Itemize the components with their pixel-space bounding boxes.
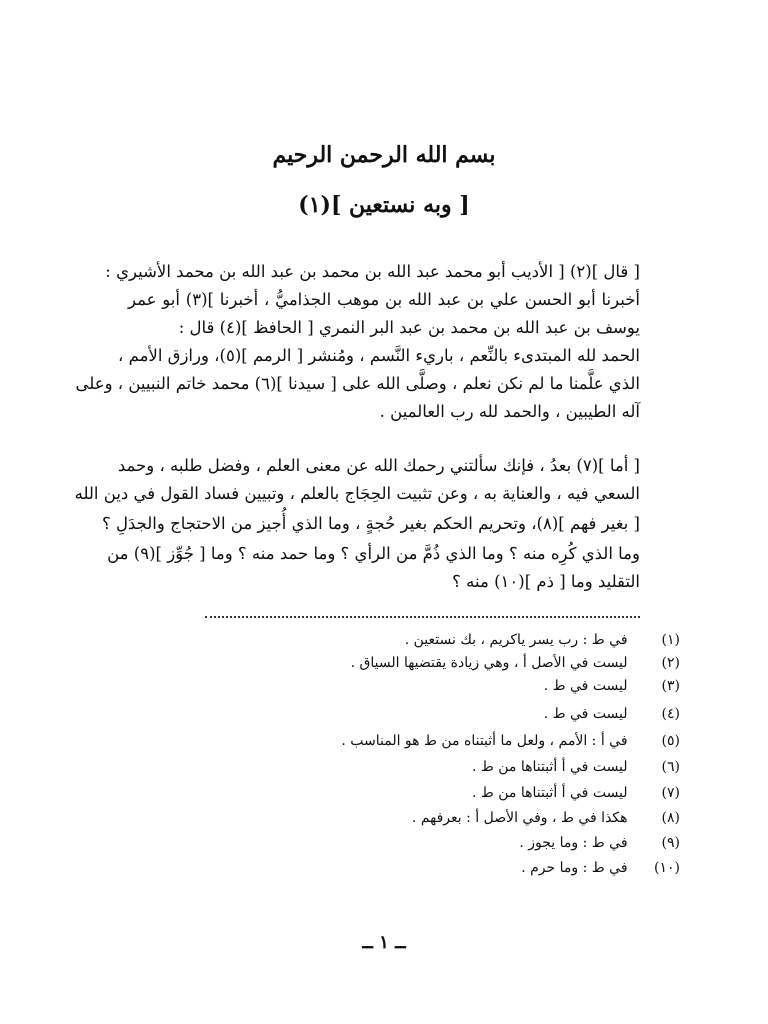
text-line: أخبرنا أبو الحسن علي بن عبد الله بن موهب الجذاميُّ ، أخبرنا ](٣) أبو عمر xyxy=(128,290,640,309)
footnote-text: ليست في أ أثبتناها من ط . xyxy=(471,785,628,801)
text-line: السعي فيه ، والعناية به ، وعن تثبيت الحِجَاج بالعلم ، وتبيين فساد القول في دين الله xyxy=(74,484,640,503)
footnote-number: (٧) xyxy=(661,785,680,801)
footnote-number: (٨) xyxy=(661,810,680,826)
text-line: الذي علَّمنا ما لم نكن نعلم ، وصلَّى الله على [ سيدنا ](٦) محمد خاتم النبيين ، وعلى xyxy=(75,374,640,393)
footnote-text: في ط : وما حرم . xyxy=(521,860,628,876)
text-line: [ بغير فهم ](٨)، وتحريم الحكم بغير حُجةٍ ، وما الذي أُجيز من الاحتجاج والجدَلِ ؟ xyxy=(101,514,640,533)
footnote-text: ليست في ط . xyxy=(543,706,628,722)
footnote xyxy=(200,655,680,671)
footnote xyxy=(200,860,680,876)
footnote xyxy=(200,785,680,801)
footnote-text: ليست في الأصل أ ، وهي زيادة يقتضيها السياق . xyxy=(350,655,628,671)
footnote-number: (٥) xyxy=(661,733,680,749)
page-number: ــ ١ ــ xyxy=(362,932,406,953)
text-line: [ أما ](٧) بعدُ ، فإنك سألتني رحمك الله عن معنى العلم ، وفضل طلبه ، وحمد xyxy=(117,456,640,475)
footnote-text: في ط : رب يسر ياكريم ، بك نستعين . xyxy=(404,632,628,648)
footnote-number: (٤) xyxy=(661,706,680,722)
footnote-text: في أ : الأمم ، ولعل ما أثبتناه من ط هو المناسب . xyxy=(341,733,628,749)
footnote-number: (٢) xyxy=(661,655,680,671)
footnote xyxy=(200,678,680,694)
footnote-divider xyxy=(205,616,640,618)
text-line: الحمد لله المبتدىء بالنِّعم ، باريء النَّسم ، ومُنشر [ الرمم ](٥)، ورازق الأمم ، xyxy=(118,346,640,365)
footnote-text: في ط : وما يجوز . xyxy=(519,835,628,851)
footnote-text: هكذا في ط ، وفي الأصل أ : بعرفهم . xyxy=(411,810,628,826)
text-line: آله الطيبين ، والحمد لله رب العالمين . xyxy=(379,402,640,421)
text-line: [ قال ](٢) [ الأديب أبو محمد عبد الله بن محمد بن عبد الله بن محمد الأشيري : xyxy=(105,262,640,281)
text-line: وما الذي كُرِه منه ؟ وما الذي ذُمَّ من الرأي ؟ وما حمد منه ؟ وما [ جُوِّز ](٩) من xyxy=(107,544,640,563)
text-line: يوسف بن عبد الله بن محمد بن عبد البر النمري [ الحافظ ](٤) قال : xyxy=(178,318,640,337)
footnote xyxy=(200,733,680,749)
text-line: التقليد وما [ ذم ](١٠) منه ؟ xyxy=(452,572,640,591)
footnote-number: (٦) xyxy=(661,759,680,775)
footnote-number: (٩) xyxy=(661,835,680,851)
footnote-number: (١) xyxy=(661,632,680,648)
footnote xyxy=(200,835,680,851)
footnote-text: ليست في أ أثبتناها من ط . xyxy=(471,759,628,775)
subtitle: [ وبه نستعين ](١) xyxy=(298,192,470,218)
footnote-number: (١٠) xyxy=(654,860,680,876)
footnote-number: (٣) xyxy=(661,678,680,694)
footnote-text: ليست في ط . xyxy=(543,678,628,694)
footnote xyxy=(200,632,680,648)
footnote xyxy=(200,759,680,775)
basmala-heading: بسم الله الرحمن الرحيم xyxy=(272,142,496,168)
footnote xyxy=(200,810,680,826)
footnote xyxy=(200,706,680,722)
